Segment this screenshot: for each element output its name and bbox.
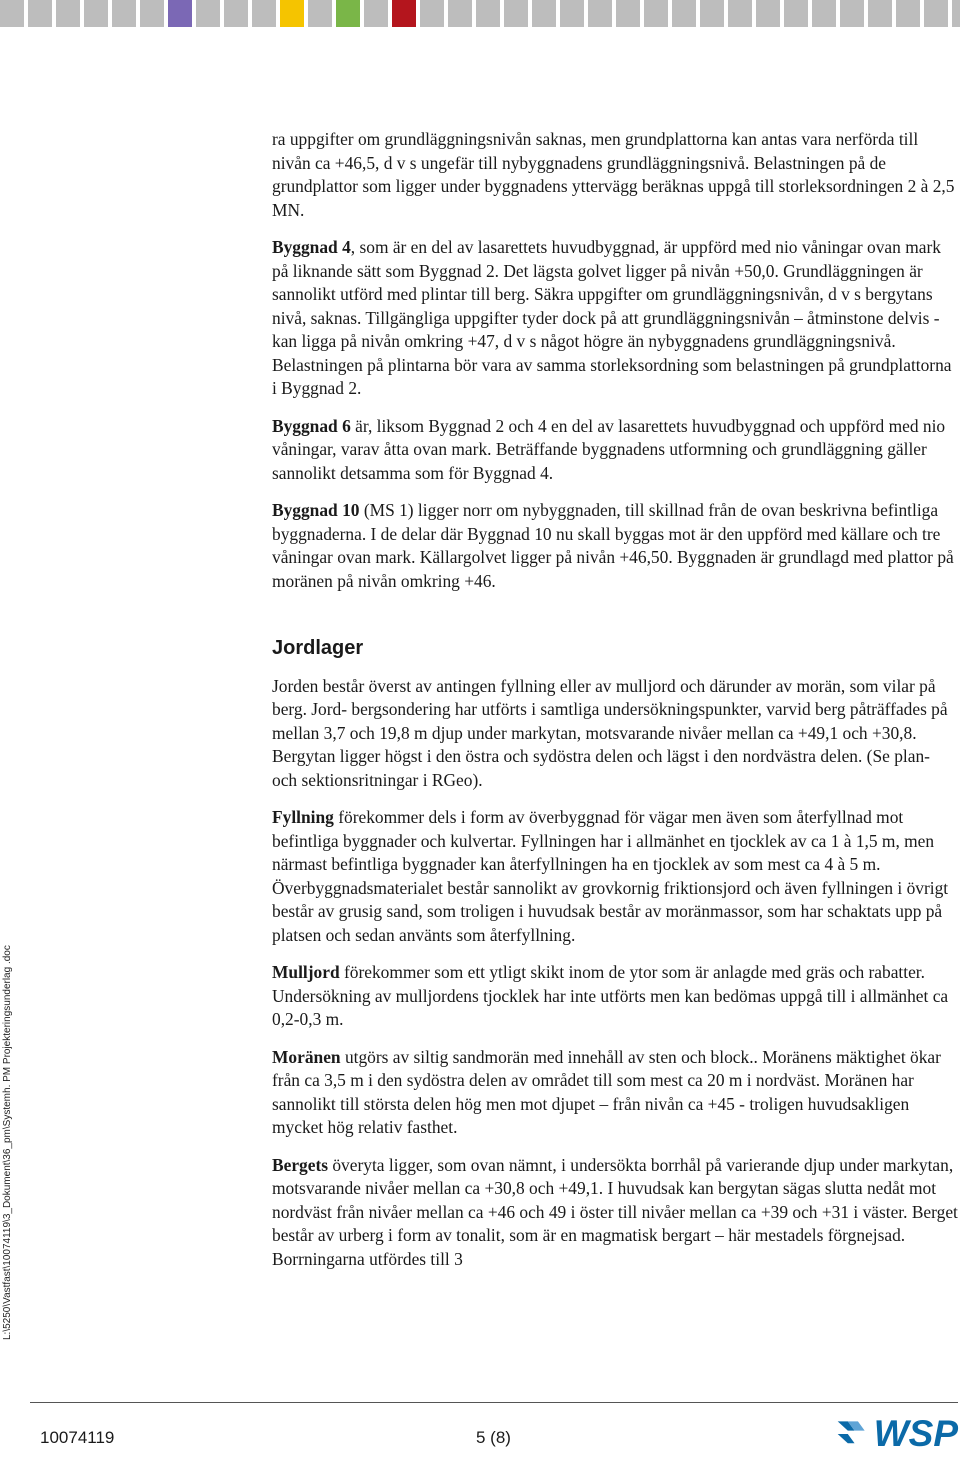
band-square <box>728 0 752 27</box>
band-square <box>168 0 192 27</box>
band-square <box>588 0 612 27</box>
band-square <box>756 0 780 27</box>
wsp-logo-mark-icon <box>836 1416 870 1452</box>
paragraph-lead: Byggnad 6 <box>272 415 351 436</box>
paragraphs-buildings <box>272 128 958 593</box>
paragraph-text: är, liksom Byggnad 2 och 4 en del av lasarettets huvudbyggnad och uppförd med nio våningar, varav åtta ovan mark. Beträffande byggnadens utformning och grundläggning gäller sannolikt detsamma som för Byggnad 4. <box>272 415 946 483</box>
band-square <box>924 0 948 27</box>
paragraph <box>272 236 958 401</box>
band-square <box>252 0 276 27</box>
document-body <box>272 128 958 1285</box>
paragraph <box>272 499 958 593</box>
band-square <box>56 0 80 27</box>
paragraph-lead: Moränen <box>272 1046 341 1067</box>
band-square <box>672 0 696 27</box>
band-square <box>112 0 136 27</box>
paragraph-lead: Byggnad 10 <box>272 500 360 520</box>
band-square <box>140 0 164 27</box>
band-square <box>784 0 808 27</box>
band-square <box>896 0 920 27</box>
section-heading: Jordlager <box>272 637 364 659</box>
paragraph <box>272 806 958 947</box>
band-square <box>448 0 472 27</box>
band-square <box>532 0 556 27</box>
paragraph-text: förekommer dels i form av överbyggnad för vägar men även som återfyllnad mot befintliga byggnader och kulvertar. Fyllningen har i allmänhet en tjocklek av ca 1 à 1,5 m, men närmast befintliga byggnader kan återfyllningen ha en tjocklek av som mest ca 4 à 5 m. Överbyggnadsmaterialet består sannolikt av grovkornig friktionsjord och även fyllningen i övrigt består av grusig sand, som troligen i huvudsak består av moränmassor, som har schaktats upp på platsen och sedan använts som återfyllning. <box>272 807 949 945</box>
paragraph <box>272 128 958 222</box>
paragraph-text: (MS 1) ligger norr om nybyggnaden, till skillnad från de ovan beskrivna befintliga byggnaderna. I de delar där Byggnad 10 nu skall byggas mot är den uppförd med källare och tre våningar ovan mark. Källargolvet ligger på nivån +46,50. Byggnaden är grundlagd med plattor på moränen på nivån omkring +46. <box>272 500 954 591</box>
paragraph-text: överyta ligger, som ovan nämnt, i undersökta borrhål på varierande djup under markytan, motsvarande nivåer mellan ca +30,8 och +49,1. I huvudsak kan bergytan sägas slutta nedåt mot nordväst från nivåer mellan ca +46 och 49 i öster till nivåer mellan ca +39 och +31 i väster. Berget består av urberg i form av tonalit, som är en magmatisk bergart – här mestadels förgnejsad. Borrningarna utfördes till 3 <box>272 1154 958 1269</box>
document-number: 10074119 <box>40 1428 115 1447</box>
band-square <box>84 0 108 27</box>
paragraph <box>272 415 958 486</box>
paragraph-text: , som är en del av lasarettets huvudbyggnad, är uppförd med nio våningar ovan mark på liknande sätt som Byggnad 2. Det lägsta golvet ligger på nivån +50,0. Grundläggningen är sannolikt utförd med plintar till berg. Säkra uppgifter om grundläggningsnivån, d v s bergytans nivå, saknas. Tillgängliga uppgifter tyder dock på att grundläggningsnivån – åtminstone delvis - kan ligga på nivån omkring +47, d v s något högre än nybyggnadens grundläggningsnivå. Belastningen på plintarna bör vara av samma storleksordning som belastningen på grundplattorna i Byggnad 2. <box>272 237 952 398</box>
band-square <box>224 0 248 27</box>
band-square <box>0 0 24 27</box>
band-square <box>504 0 528 27</box>
band-square <box>336 0 360 27</box>
band-square <box>196 0 220 27</box>
band-square <box>700 0 724 27</box>
band-square <box>28 0 52 27</box>
paragraph-text: förekommer som ett ytligt skikt inom de ytor som är anlagde med gräs och rabatter. Undersökning av mulljordens tjocklek har inte utförts men kan bedömas uppgå till i allmänhet ca 0,2-0,3 m. <box>272 962 949 1029</box>
paragraphs-soil <box>272 675 958 1272</box>
paragraph-lead: Mulljord <box>272 962 340 982</box>
band-square <box>392 0 416 27</box>
band-square <box>812 0 836 27</box>
band-square <box>420 0 444 27</box>
wsp-logo <box>836 1412 958 1456</box>
logo-wordmark: WSP <box>873 1413 958 1454</box>
paragraph-lead: Bergets <box>272 1154 329 1175</box>
paragraph-text: ra uppgifter om grundläggningsnivån saknas, men grundplattorna kan antas vara nerförda till nivån ca +46,5, d v s ungefär till nybyggnadens grundläggningsnivå. Belastningen på de grundplattor som ligger under byggnadens yttervägg beräknas uppgå till storleksordningen 2 à 2,5 MN. <box>272 129 955 220</box>
band-square <box>952 0 960 27</box>
file-path-margin: L:\5250\Vastfast\10074119\3_Dokument\36_pm\Systemh. PM Projekteringsunderlag .doc <box>2 945 13 1340</box>
paragraph <box>272 1046 958 1140</box>
band-square <box>476 0 500 27</box>
paragraph <box>272 675 958 793</box>
paragraph <box>272 1154 958 1272</box>
paragraph-lead: Fyllning <box>272 807 334 827</box>
top-color-band <box>0 0 960 27</box>
paragraph-text: Jorden består överst av antingen fyllning eller av mulljord och därunder av morän, som vilar på berg. Jord- bergsondering har utförts i samtliga undersökningspunkter, varvid berg påträffades på mellan 3,7 och 19,8 m djup under markytan, motsvarande nivåer mellan ca +49,1 och +30,8. Bergytan ligger högst i den östra och sydöstra delen och lägst i den nordvästra delen. (Se plan- och sektionsritningar i RGeo). <box>272 675 948 790</box>
band-square <box>644 0 668 27</box>
paragraph <box>272 961 958 1032</box>
band-square <box>308 0 332 27</box>
paragraph-lead: Byggnad 4 <box>272 237 351 257</box>
band-square <box>840 0 864 27</box>
paragraph-text: utgörs av siltig sandmorän med innehåll av sten och block.. Moränens mäktighet ökar från ca 3,5 m i den sydöstra delen av området till som mest ca 20 m i nordväst. Moränen har sannolikt till största delen hög men mot djupet – från nivån ca +45 - troligen huvudsakligen mycket hög relativ fasthet. <box>272 1046 941 1137</box>
page-number: 5 (8) <box>476 1428 511 1447</box>
band-square <box>560 0 584 27</box>
footer-divider <box>30 1402 958 1403</box>
band-square <box>616 0 640 27</box>
band-square <box>364 0 388 27</box>
band-square <box>868 0 892 27</box>
band-square <box>280 0 304 27</box>
